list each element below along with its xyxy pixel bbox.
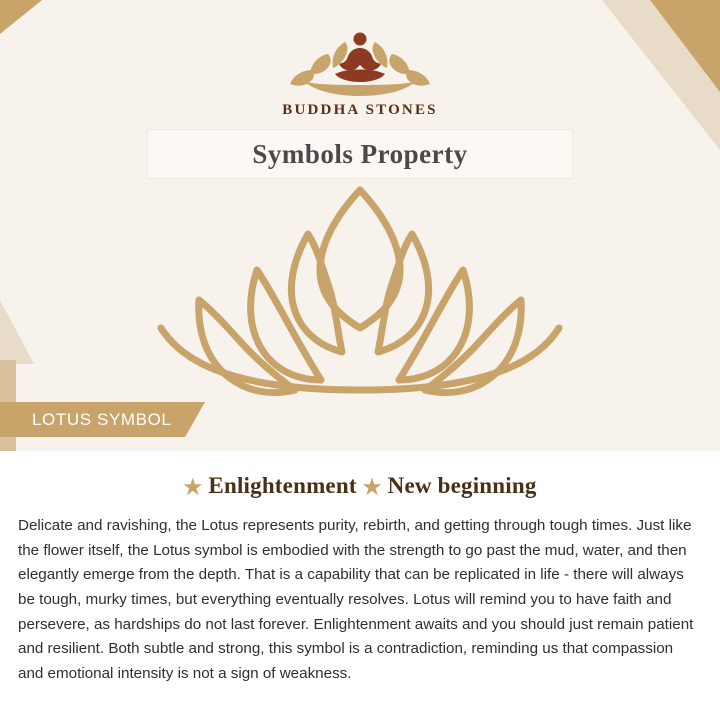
page-title-band (148, 130, 572, 178)
lotus-flower-illustration (145, 178, 575, 398)
symbol-label (0, 402, 205, 437)
headline-new-beginning: New beginning (387, 473, 537, 498)
star-icon-middle: ★ (362, 475, 382, 499)
description-card (0, 451, 720, 720)
description-paragraph: Delicate and ravishing, the Lotus represents purity, rebirth, and getting through tough times. Just like the flower itself, the Lotus symbol is embodied with the strength to go past the mud, water, and then elegantly emerge from the depth. That is a capability that can be replicated in life - there will always be tough, murky times, but everything eventually resolves. Lotus will remind you to have faith and persevere, as hardships do not last forever. Enlightenment awaits and you should just remain patient and resilient. Both subtle and strong, this symbol is a contradiction, reminding us that compassion and emotional intensity is not a sign of weakness. (18, 517, 694, 682)
content-headline (0, 473, 720, 500)
symbol-label-text: LOTUS SYMBOL (0, 402, 185, 437)
brand-logo-area (0, 22, 720, 119)
page-title: Symbols Property (252, 138, 468, 169)
symbol-label-tail (185, 402, 205, 437)
brand-name: BUDDHA STONES (282, 102, 438, 118)
star-icon-left: ★ (183, 475, 203, 499)
headline-enlightenment: Enlightenment (208, 473, 357, 498)
lotus-illustration (0, 178, 720, 400)
lotus-meditation-figure-icon (275, 22, 445, 98)
